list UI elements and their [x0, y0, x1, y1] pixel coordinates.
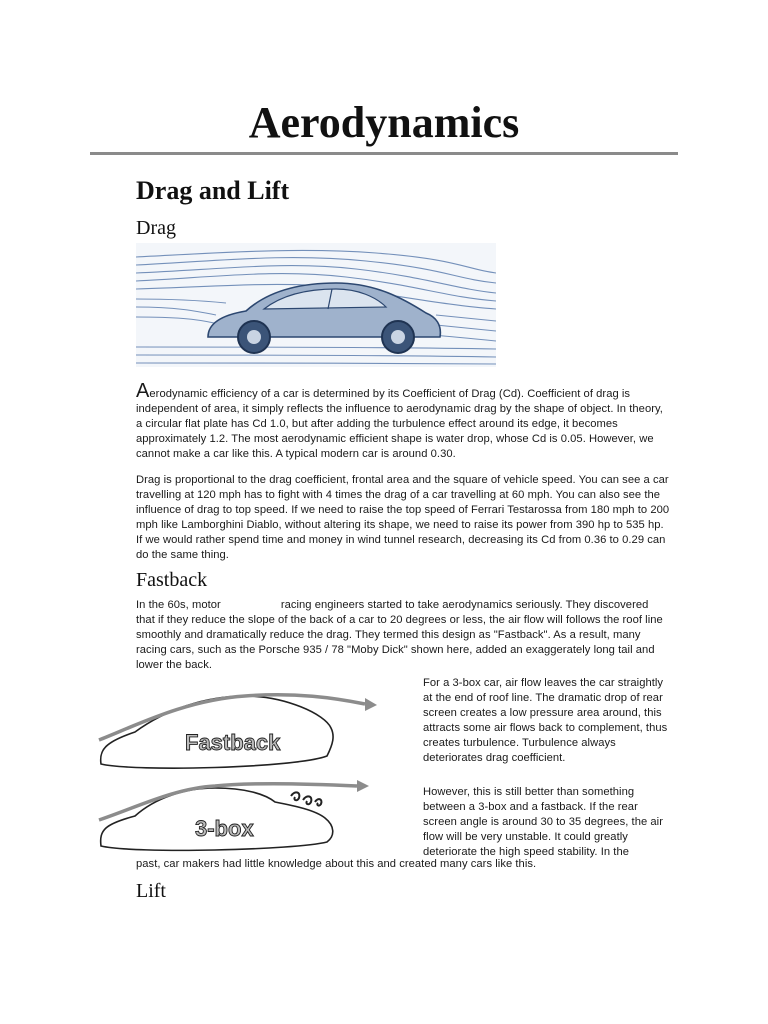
- fastback-paragraph-1: In the 60s, motor racing engineers started to take aerodynamics seriously. They discovered that if they reduce the slope of the back of a car to 20 degrees or less, the air flow will follows the roof line smoothly and dramatically reduce the drag. They termed this design as "Fastback". As a result, many racing cars, such as the Porsche 935 / 78 "Moby Dick" shown here, added an exaggerately long tail and lower the back.: [136, 599, 663, 671]
- drop-cap: A: [136, 380, 150, 402]
- fastback-vs-3box-diagram: [95, 670, 415, 860]
- car-airflow-illustration: [136, 243, 496, 367]
- page-title: Aerodynamics: [248, 98, 520, 147]
- drag-paragraph-1: Aerodynamic efficiency of a car is determined by its Coefficient of Drag (Cd). Coefficient of drag is independent of area, it simply reflects the influence to aerodynamic drag by the shape of object. In theory, a circular flat plate has Cd 1.0, but after adding the turbulence effect around its edge, it becomes approximately 1.2. The most aerodynamic efficient shape is water drop, whose Cd is 0.05. However, we cannot make a car like this. A typical modern car is around 0.30.: [136, 380, 663, 460]
- fastback-profile-label: Fastback: [185, 730, 281, 755]
- section-heading-drag-and-lift: Drag and Lift: [136, 176, 290, 205]
- three-box-profile-label: 3-box: [195, 816, 254, 841]
- title-divider: [90, 152, 678, 155]
- subheading-drag: Drag: [136, 217, 176, 239]
- fastback-paragraph-3: However, this is still better than something between a 3-box and a fastback. If the rear screen angle is around 30 to 35 degrees, the air flow will be very unstable. It could greatly deteriorate the high speed stability. In the: [423, 786, 663, 858]
- subheading-lift: Lift: [136, 880, 166, 902]
- drag-paragraph-2: Drag is proportional to the drag coefficient, frontal area and the square of vehicle speed. You can see a car travelling at 120 mph has to fight with 4 times the drag of a car travelling at 60 mph. You can also see the influence of drag to top speed. If we need to raise the top speed of Ferrari Testarossa from 180 mph to 200 mph like Lamborghini Diablo, without altering its shape, we need to raise its power from 390 hp to 535 hp. If we would rather spend time and money in wind tunnel research, decreasing its Cd from 0.36 to 0.29 can do the same thing.: [136, 474, 670, 561]
- subheading-fastback: Fastback: [136, 569, 208, 591]
- fastback-paragraph-3-continued: past, car makers had little knowledge about this and created many cars like this.: [136, 858, 537, 870]
- fastback-paragraph-2: For a 3-box car, air flow leaves the car straightly at the end of roof line. The dramatic drop of rear screen creates a low pressure area around, this attracts some air flows back to complement, thus creates turbulence. Turbulence always deteriorates drag coefficient.: [423, 677, 668, 764]
